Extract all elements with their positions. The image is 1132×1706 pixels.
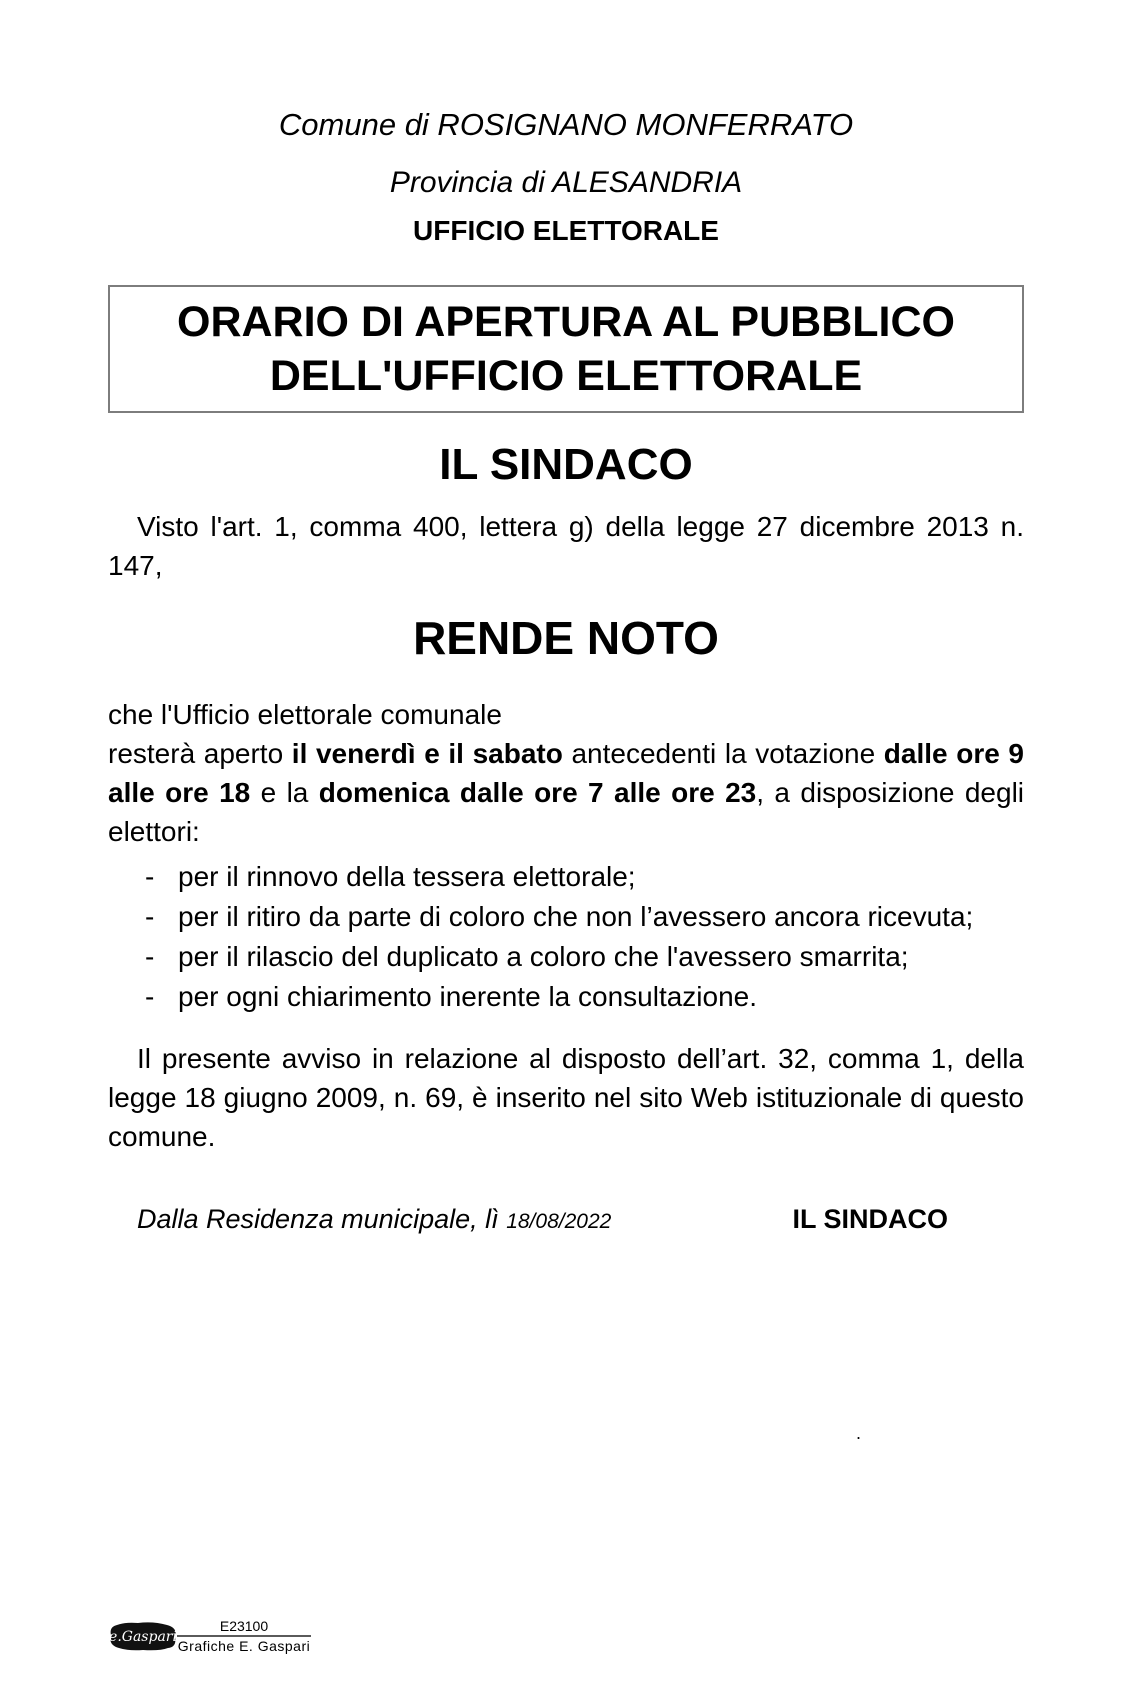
list-item-text: per ogni chiarimento inerente la consultazione. bbox=[178, 981, 758, 1012]
place-date-line bbox=[108, 1202, 611, 1239]
notice-title-line1: ORARIO DI APERTURA AL PUBBLICO bbox=[177, 298, 955, 346]
list-item-text: per il rinnovo della tessera elettorale; bbox=[178, 861, 636, 892]
list-item-text: per il ritiro da parte di coloro che non l’avessero ancora ricevuta; bbox=[178, 901, 974, 932]
notice-title-box bbox=[108, 285, 1024, 413]
gaspari-logo-text: e.Gaspari bbox=[109, 1629, 177, 1645]
office-title: UFFICIO ELETTORALE bbox=[413, 215, 719, 246]
intro-line: che l'Ufficio elettorale comunale bbox=[108, 699, 502, 730]
schedule-text-run: antecedenti la votazione bbox=[562, 738, 884, 769]
gaspari-logo-blob bbox=[108, 1620, 178, 1652]
list-item-text: per il rilascio del duplicato a coloro che l'avessero smarrita; bbox=[178, 941, 909, 972]
list-item bbox=[108, 937, 1024, 977]
list-item-dash: - bbox=[145, 941, 155, 972]
announce-heading: RENDE NOTO bbox=[413, 612, 719, 664]
province-title: Provincia di ALESANDRIA bbox=[389, 166, 743, 199]
list-item bbox=[108, 977, 1024, 1017]
notice-document bbox=[0, 106, 1132, 1239]
schedule-text-run: , a disposizione degli elettori: bbox=[108, 777, 1025, 847]
premise-paragraph: Visto l'art. 1, comma 400, lettera g) della legge 27 dicembre 2013 n. 147, bbox=[108, 511, 1024, 581]
schedule-bold-run: il venerdì e il sabato bbox=[291, 738, 563, 769]
schedule-bold-run: dalle ore 9 alle ore 18 bbox=[108, 738, 1024, 808]
closing-paragraph: Il presente avviso in relazione al disposto dell’art. 32, comma 1, della legge 18 giugno 2009, n. 69, è inserito nel sito Web istituzionale di questo comune. bbox=[108, 1043, 1024, 1152]
list-item-dash: - bbox=[145, 981, 155, 1012]
date-text: 18/08/2022 bbox=[506, 1210, 612, 1233]
schedule-text-run: resterà aperto bbox=[108, 738, 292, 769]
printer-name: Grafiche E. Gaspari bbox=[177, 1638, 311, 1654]
municipality-title: Comune di ROSIGNANO MONFERRATO bbox=[278, 107, 854, 142]
authority-heading: IL SINDACO bbox=[439, 440, 693, 489]
schedule-bold-run: domenica dalle ore 7 alle ore 23 bbox=[318, 777, 757, 808]
stray-dot-mark: . bbox=[856, 1423, 862, 1443]
place-text: Dalla Residenza municipale, lì bbox=[137, 1204, 499, 1234]
provisions-list bbox=[108, 857, 1024, 1017]
gaspari-logo bbox=[108, 1620, 178, 1652]
signer-title: IL SINDACO bbox=[792, 1204, 948, 1234]
signature-row bbox=[108, 1202, 1024, 1239]
list-item-dash: - bbox=[145, 861, 155, 892]
notice-title-line2: DELL'UFFICIO ELETTORALE bbox=[269, 352, 863, 400]
printer-footer bbox=[108, 1618, 311, 1654]
list-item bbox=[108, 897, 1024, 937]
list-item bbox=[108, 857, 1024, 897]
list-item-dash: - bbox=[145, 901, 155, 932]
printer-info bbox=[177, 1618, 311, 1654]
schedule-text-run: e la bbox=[250, 777, 319, 808]
schedule-paragraph bbox=[108, 734, 1024, 851]
printer-code: E23100 bbox=[177, 1618, 311, 1637]
document-page bbox=[0, 106, 1132, 1706]
